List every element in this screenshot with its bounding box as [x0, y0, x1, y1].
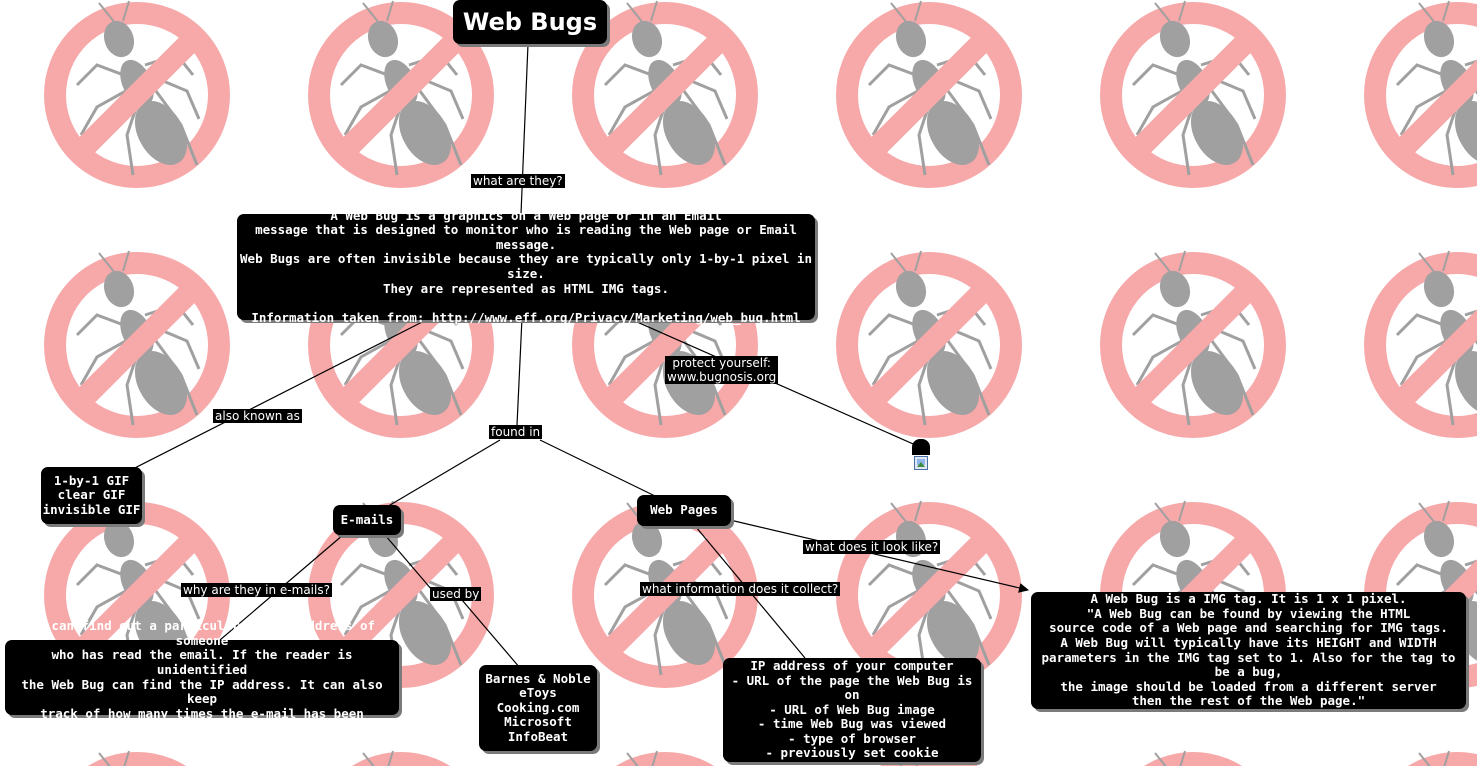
- email-reason-node[interactable]: [5, 618, 399, 736]
- appearance-node[interactable]: [1031, 592, 1466, 709]
- label-what-info: what information does it collect?: [642, 582, 839, 596]
- definition-node[interactable]: [237, 207, 815, 325]
- collected-info-node[interactable]: [723, 658, 981, 762]
- label-why-in-emails: why are they in e-mails?: [183, 583, 330, 597]
- edge-title-definition: [521, 44, 528, 214]
- edge-definition-foundin: [517, 318, 522, 425]
- emails-node[interactable]: E-mails: [333, 505, 401, 535]
- label-found-in: found in: [491, 425, 541, 439]
- broken-image-icon[interactable]: [914, 456, 928, 470]
- web-pages-node[interactable]: Web Pages: [637, 495, 731, 526]
- label-protect-yourself: protect yourself: www.bugnosis.org: [667, 356, 777, 384]
- companies-node[interactable]: [479, 665, 597, 751]
- label-what-look-like: what does it look like?: [805, 540, 939, 554]
- edge-webpages-appearance: [730, 520, 1028, 590]
- definition-text: A Web Bug is a graphics on a Web page or in an Email message that is designed to monitor who is reading the Web page or Email message. Web Bugs are often invisible because they are typically only 1-by-1 pixel in size. They are represented as HTML IMG tags. Information taken from: http://www.eff.org/Privacy/Marketing/web_bug.html: [240, 207, 812, 325]
- label-used-by: used by: [432, 587, 480, 601]
- edge-usedby-companies: [462, 600, 520, 668]
- appearance-text: A Web Bug is a IMG tag. It is 1 x 1 pixel. "A Web Bug can be found by viewing the HTML source code of a Web page and searching for IMG tags. A Web Bug will typically have its HEIGHT and WIDTH parameters in the IMG tag set to 1. Also for the tag to be a bug, the image should be loaded from a different server then the rest of the Web page.": [1041, 591, 1456, 709]
- aliases-text: 1-by-1 GIF clear GIF invisible GIF: [42, 472, 141, 517]
- edge-emails-usedby: [385, 535, 432, 590]
- edge-foundin-emails: [385, 440, 500, 508]
- label-also-known-as: also known as: [215, 409, 300, 423]
- edge-definition-aliases: [125, 318, 430, 473]
- collected-info-text: IP address of your computer - URL of the page the Web Bug is on - URL of Web Bug image - time Web Bug was viewed - type of browser - previously set cookie: [731, 657, 973, 761]
- edge-foundin-webpages: [540, 440, 655, 496]
- title-node[interactable]: Web Bugs: [453, 0, 607, 44]
- label-what-are-they: what are they?: [473, 174, 563, 188]
- image-node-tab: [912, 439, 930, 455]
- aliases-node[interactable]: [41, 467, 142, 524]
- companies-text: Barnes & Noble eToys Cooking.com Microsoft InfoBeat: [485, 670, 591, 744]
- email-reason-text: It can find out a particular E-mail address of someone who has read the email. If the reader is unidentified the Web Bug can find the IP address. It can also keep track of how many times the e-mail has been forwarded.: [21, 618, 383, 736]
